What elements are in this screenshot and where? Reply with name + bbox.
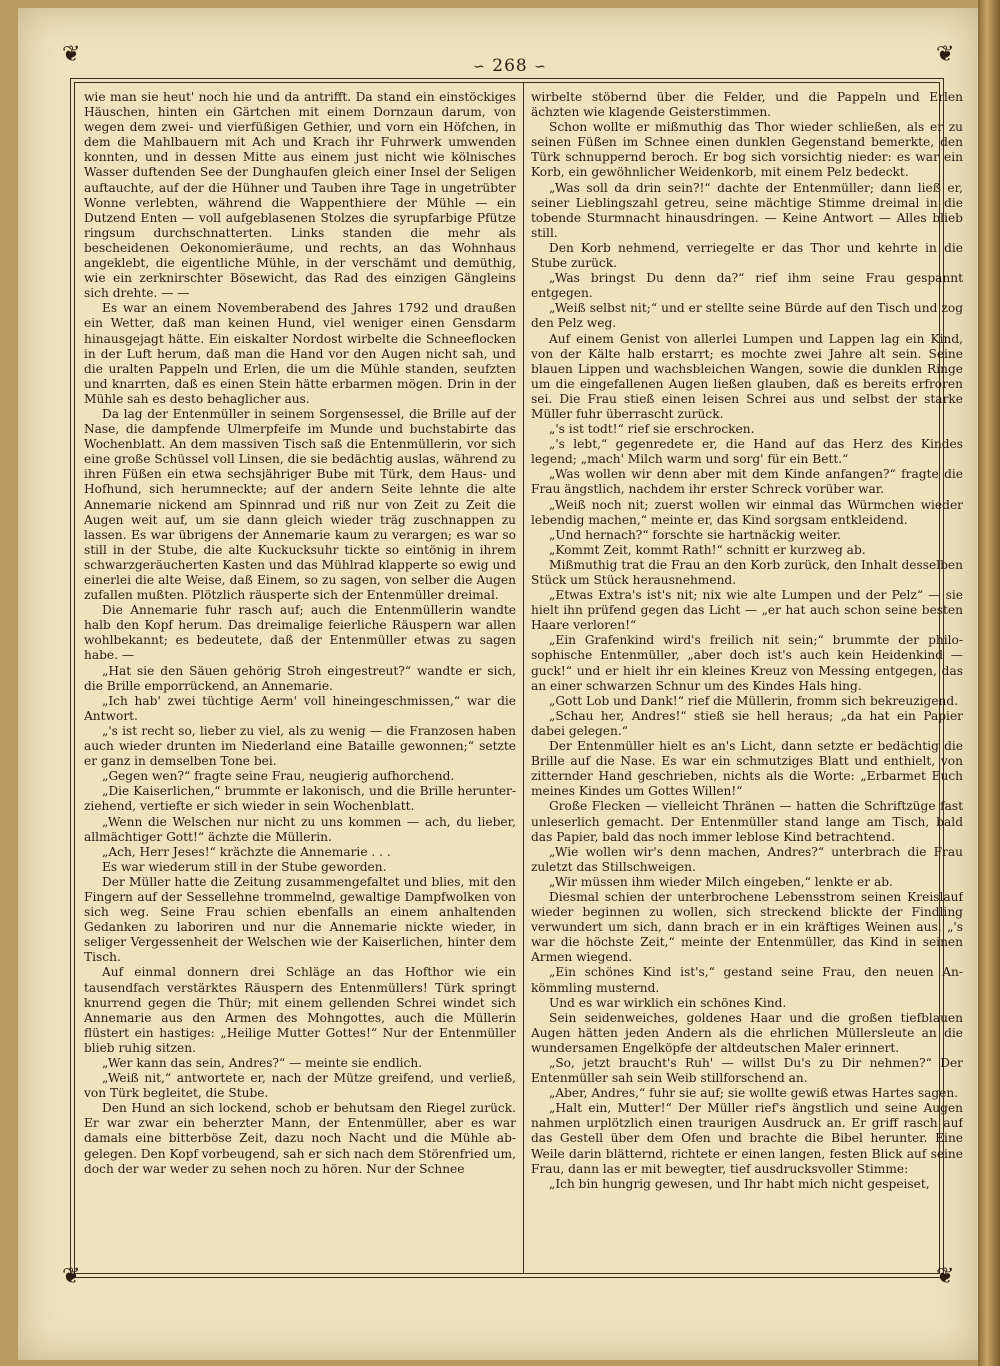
corner-ornament-top-right-icon: ❦ (936, 42, 955, 67)
paragraph: „Gegen wen?“ fragte seine Frau, neugierig aufhorchend. (102, 769, 455, 784)
paragraph: „Was soll da drin sein?!“ dachte der Entenmüller; dann ließ er, seiner Lieblingszahl getreu, seine mächtige Stimme dreimal in die tobende Sturmnacht hinausdringen. — Keine Antwort — Alles blieb still. (531, 180, 963, 240)
paragraph: „Hat sie den Säuen gehörig Stroh eingestreut?“ wandte er sich, die Brille emporrückend, an Annemarie. (84, 663, 516, 693)
header-ornament-left-icon: ∽ (473, 59, 486, 75)
paragraph: Schon wollte er mißmuthig das Thor wieder schließen, als er zu seinen Füßen im Schnee einen dunklen Gegenstand bemerkte, den Türk schnuppernd beroch. Er bog sich vorsichtig nieder: es war ein Korb, ein gewöhnlicher Weidenkorb, mit einem Pelz bedeckt. (531, 120, 963, 180)
page-number: 268 (492, 56, 528, 76)
right-text-column (531, 90, 963, 1270)
paragraph: „Aber, Andres,“ fuhr sie auf; sie wollte gewiß etwas Hartes sagen. (549, 1086, 959, 1101)
paragraph: Sein seidenweiches, goldenes Haar und die großen tiefblauen Augen hätten jeden Andern als die ehrlichen Müllersleute an die wundersamen Engelköpfe der altdeutschen Maler erinnert. (531, 1010, 963, 1055)
paragraph: „Ein schönes Kind ist's,“ gestand seine Frau, den neuen Ankömmling musternd. (531, 965, 963, 995)
paragraph: Diesmal schien der unterbrochene Lebensstrom seinen Kreislauf wieder beginnen zu wollen, sich streckend blickte der Findling verwundert um sich, dann brach er in ein kräftiges Weinen aus. „'s war die höchste Zeit,“ meinte der Entenmüller, das Kind in seinen Armen wiegend. (531, 889, 963, 965)
paragraph: „Was wollen wir denn aber mit dem Kinde anfangen?“ fragte die Frau ängstlich, nachdem ihr erster Schreck vorüber war. (531, 467, 963, 497)
paragraph: Den Hund an sich lockend, schob er behutsam den Riegel zurück. Er war zwar ein beherzter Mann, der Entenmüller, aber es war damals eine bitterböse Zeit, dazu noch Nacht und die Mühle abgelegen. Den Kopf vorbeugend, sah er sich nach dem Störenfried um, doch der war weder zu sehen noch zu hören. Nur der Schnee (84, 1101, 516, 1176)
column-divider (523, 82, 524, 1274)
paragraph: „Ach, Herr Jeses!“ krächzte die Annemarie . . . (102, 844, 391, 859)
paragraph: Der Entenmüller hielt es an's Licht, dann setzte er bedächtig die Brille auf die Nase. Es war ein schmutziges Blatt und enthielt, von zitternder Hand geschrieben, nichts als die Worte: „Erbarmet Euch meines Kindes um Gottes Willen!“ (531, 739, 963, 799)
paragraph: „Etwas Extra's ist's nit; nix wie alte Lumpen und der Pelz“ — sie hielt ihn prüfend gegen das Licht — „er hat auch schon seine besten Haare verloren!“ (531, 588, 963, 633)
paragraph: Auf einmal donnern drei Schläge an das Hofthor wie ein tausendfach verstärktes Räuspern des Entenmüllers! Türk springt knurrend gegen die Thür; mit einem gellenden Schrei windet sich Annemarie aus den Armen des Mohngottes, auch die Müllerin flüstert ein hastiges: „Heilige Mutter Gottes!“ Nur der Entenmüller blieb ruhig sitzen. (84, 965, 516, 1055)
paragraph: „Halt ein, Mutter!“ Der Müller rief's ängstlich und seine Augen nahmen urplötzlich einen traurigen Ausdruck an. Er griff rasch auf das Gestell über dem Ofen und brachte die Bibel herunter. Eine Weile darin blätternd, richtete er einen langen, festen Blick auf seine Frau, dann las er mit bewegter, tief ausdrucksvoller Stimme: (531, 1101, 963, 1176)
paragraph: „'s ist recht so, lieber zu viel, als zu wenig — die Franzosen haben auch wieder drunten im Niederland eine Bataille gewonnen;“ setzte er ganz in demselben Tone bei. (84, 723, 516, 769)
paragraph: Es war an einem Novemberabend des Jahres 1792 und draußen ein Wetter, daß man keinen Hund, viel weniger einen Gensdarm hinausgejagt hätte. Ein eiskalter Nordost wirbelte die Schneeflocken in der Luft herum, daß man die Hand vor den Augen nicht sah, und die uralten Pappeln und Erlen, die um die Mühle standen, seufzten und knarrten, daß es einen Stein hätte erbarmen mögen. Drin in der Mühle sah es desto behaglicher aus. (84, 301, 516, 406)
left-text-column (84, 90, 516, 1270)
paragraph: Auf einem Genist von allerlei Lumpen und Lappen lag ein Kind, von der Kälte halb erstarrt; es mochte zwei Jahre alt sein. Seine blauen Lippen und wachsbleichen Wangen, sowie die dunklen Ringe um die eingefallenen Augen ließen glauben, daß es bereits erfroren sei. Die Frau stieß einen leisen Schrei aus und selbst der starke Müller fuhr überrascht zurück. (531, 331, 963, 421)
paragraph: „Weiß selbst nit;“ und er stellte seine Bürde auf den Tisch und zog den Pelz weg. (531, 301, 963, 331)
paragraph: Die Annemarie fuhr rasch auf; auch die Entenmüllerin wandte halb den Kopf herum. Das dreimalige feierliche Räuspern war allen wohlbekannt; es bedeutete, daß der Entenmüller etwas zu sagen habe. — (84, 603, 516, 663)
paragraph: „Wir müssen ihm wieder Milch eingeben,“ lenkte er ab. (549, 874, 893, 889)
paragraph: „'s lebt,“ gegenredete er, die Hand auf das Herz des Kindes legend; „mach' Milch warm und sorg' für ein Bett.“ (531, 437, 963, 467)
paragraph: Den Korb nehmend, verriegelte er das Thor und kehrte in die Stube zurück. (531, 240, 963, 271)
book-spine-edge (978, 0, 1000, 1366)
paragraph: „Ich hab' zwei tüchtige Aerm' voll hineingeschmissen,“ war die Antwort. (84, 693, 516, 723)
paragraph: „Schau her, Andres!“ stieß sie hell heraus; „da hat ein Papier dabei gelegen.“ (531, 708, 963, 738)
paragraph: „Weiß nit,“ antwortete er, nach der Mütze greifend, und verließ, von Türk begleitet, die Stube. (84, 1071, 516, 1101)
paragraph: Und es war wirklich ein schönes Kind. (549, 995, 787, 1010)
paragraph: „Wer kann das sein, Andres?“ — meinte sie endlich. (102, 1056, 423, 1070)
paragraph: wirbelte stöbernd über die Felder, und die Pappeln und Erlen ächzten wie klagende Geisterstimmen. (531, 90, 963, 120)
header-ornament-right-icon: ∽ (534, 59, 547, 75)
paragraph: „So, jetzt braucht's Ruh' — willst Du's zu Dir nehmen?“ Der Entenmüller sah sein Weib stillforschend an. (531, 1056, 963, 1086)
paragraph: „Weiß noch nit; zuerst wollen wir einmal das Würmchen wieder lebendig machen,“ meinte er, das Kind sorgsam entkleidend. (531, 497, 963, 527)
paragraph: „Wie wollen wir's denn machen, Andres?“ unterbrach die Frau zuletzt das Stillschweigen. (531, 844, 963, 874)
paragraph: „Was bringst Du denn da?“ rief ihm seine Frau gespannt entgegen. (531, 271, 963, 301)
paragraph: „Ich bin hungrig gewesen, und Ihr habt mich nicht gespeiset, (549, 1176, 930, 1191)
corner-ornament-top-left-icon: ❦ (62, 42, 81, 67)
paragraph: Der Müller hatte die Zeitung zusammengefaltet und blies, mit den Fingern auf der Sessellehne trommelnd, gewaltige Dampfwolken von sich weg. Seine Frau schien ebenfalls an einem anhaltenden Gedanken zu laboriren und nur die Annemarie nickte wieder, in seliger Vergessenheit der Welschen wie der Kaiserlichen, hinter dem Tisch. (84, 874, 516, 965)
paragraph: „Kommt Zeit, kommt Rath!“ schnitt er kurzweg ab. (549, 542, 866, 557)
paragraph: Große Flecken — vielleicht Thränen — hatten die Schriftzüge fast unleserlich gemacht. Der Entenmüller stand lange am Tisch, bald das Papier, bald das noch immer leblose Kind betrachtend. (531, 799, 963, 844)
corner-ornament-bottom-right-icon: ❦ (936, 1264, 955, 1289)
page-header (420, 56, 600, 76)
paragraph: „Gott Lob und Dank!“ rief die Müllerin, fromm sich bekreuzigend. (549, 693, 959, 708)
paragraph: Da lag der Entenmüller in seinem Sorgensessel, die Brille auf der Nase, die dampfende Ulmerpfeife im Munde und buchstabirte das Wochenblatt. An dem massiven Tisch saß die Entenmüllerin, vor sich eine große Schüssel voll Linsen, die sie bedächtig auslas, während zu ihren Füßen ein etwa sechsjähriger Bube mit Türk, dem Haus- und Hofhund, sich herumneckte; auf der andern Seite lehnte die alte Annemarie nickend am Spinnrad und riß nur von Zeit zu Zeit die Augen weit auf, um sie dann gleich wieder träg zuschnappen zu lassen. Es war übrigens der Annemarie kaum zu verargen; es war so still in der Stube, die alte Kuckucksuhr tickte so eintönig in ihrem schwarzgeräucherten Kasten und das Mühlrad klapperte so ewig und einerlei die alte Weise, daß Einem, so zu sagen, von selber die Augen zufallen mußten. Plötzlich räusperte sich der Entenmüller dreimal. (84, 406, 516, 603)
paragraph: wie man sie heut' noch hie und da antrifft. Da stand ein einstöckiges Häuschen, hinten ein Gärtchen mit einem Dornzaun darum, von wegen dem zwei- und vierfüßigen Gethier, und vorn ein Höfchen, in dem die Mahlbauern mit Ach und Krach ihr Fuhrwerk umwenden konnten, und in dessen Mitte aus einem just nicht wie kölnisches Wasser duftenden See der Dunghaufen gleich einer Insel der Seligen auftauchte, auf der die Hühner und Tauben ihre Tage in ungetrübter Wonne verlebten, während die Wappenthiere der Mühle — ein Dutzend Enten — voll aufgeblasenen Stolzes die syrupfarbige Pfütze ringsum durchschnatterten. Links standen die mehr als bescheidenen Oekonomieräume, und rechts, an das Wohnhaus angeklebt, die eigentliche Mühle, in der verschämt und demüthig, wie ein zerknirschter Bösewicht, das Rad des einzigen Gängleins sich drehte. — — (84, 90, 516, 301)
paragraph: Es war wiederum still in der Stube geworden. (102, 859, 387, 874)
paragraph: „Ein Grafenkind wird's freilich nit sein;“ brummte der philosophische Entenmüller, „aber doch ist's auch kein Heidenkind — guck!“ und er hielt ihr ein kleines Kreuz von Messing entgegen, das an einer schwarzen Schnur um des Kindes Hals hing. (531, 633, 963, 693)
corner-ornament-bottom-left-icon: ❦ (62, 1264, 81, 1289)
paragraph: „'s ist todt!“ rief sie erschrocken. (549, 422, 755, 437)
paragraph: „Die Kaiserlichen,“ brummte er lakonisch, und die Brille herunterziehend, vertiefte er sich wieder in sein Wochenblatt. (84, 784, 516, 814)
paragraph: „Und hernach?“ forschte sie hartnäckig weiter. (549, 527, 842, 542)
paragraph: Mißmuthig trat die Frau an den Korb zurück, den Inhalt desselben Stück um Stück herausnehmend. (531, 557, 963, 587)
paragraph: „Wenn die Welschen nur nicht zu uns kommen — ach, du lieber, allmächtiger Gott!“ ächzte die Müllerin. (84, 814, 516, 844)
